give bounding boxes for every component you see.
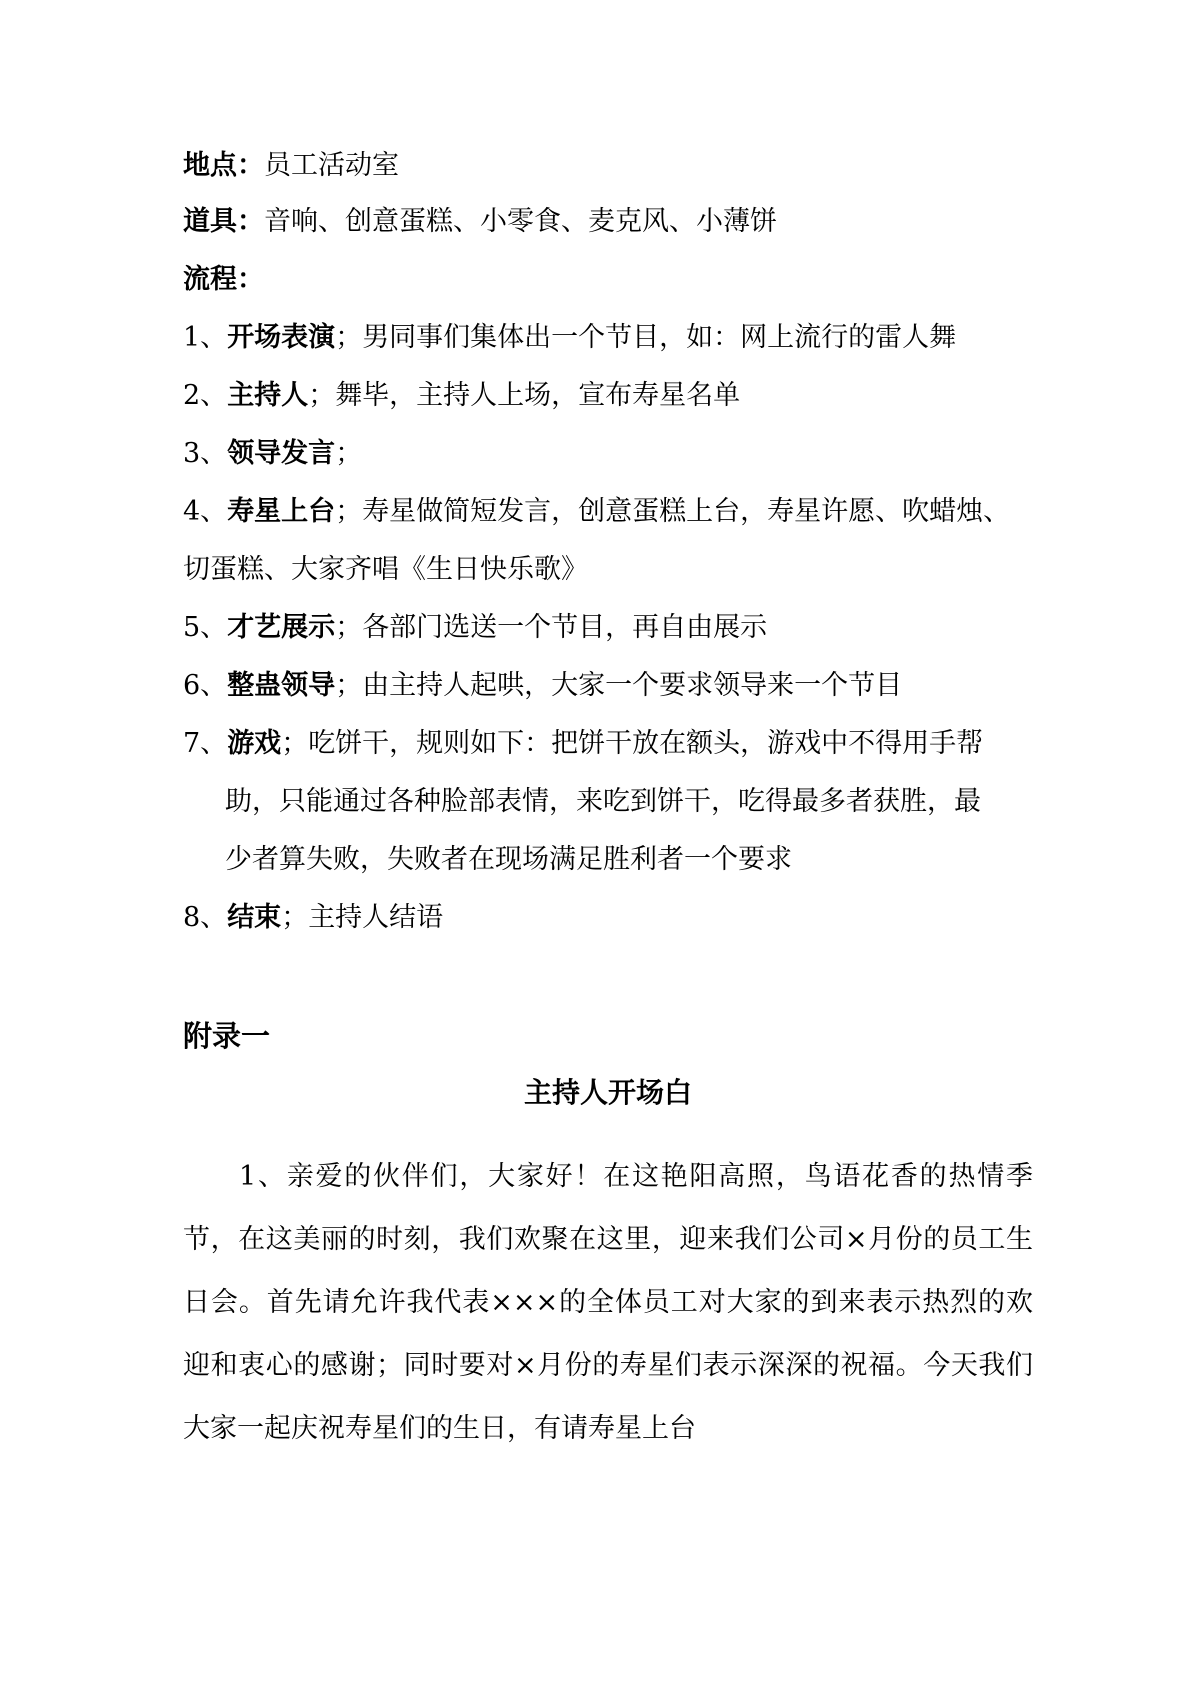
step-number: 2、: [183, 380, 228, 411]
step-separator: ；: [335, 496, 363, 527]
step-7-continued-1: 助，只能通过各种脸部表情，来吃到饼干，吃得最多者获胜，最: [225, 786, 981, 817]
step-number: 6、: [183, 670, 228, 701]
props-label: 道具：: [183, 206, 264, 237]
step-8: [183, 898, 443, 938]
step-title: 游戏: [227, 728, 282, 759]
step-4-continued: 切蛋糕、大家齐唱《生日快乐歌》: [183, 554, 588, 585]
step-separator: ；: [308, 380, 336, 411]
location-label: 地点：: [183, 150, 264, 181]
step-title: 主持人: [227, 380, 309, 411]
step-separator: ；: [335, 670, 363, 701]
step-separator: ；: [335, 612, 363, 643]
step-text: 舞毕，主持人上场，宣布寿星名单: [335, 380, 741, 411]
location-line: [183, 146, 399, 186]
step-4: [183, 492, 1010, 532]
step-6: [183, 666, 902, 706]
step-text: 各部门选送一个节目，再自由展示: [362, 612, 768, 643]
step-title: 才艺展示: [227, 612, 336, 643]
step-5: [183, 608, 767, 648]
step-text: 由主持人起哄，大家一个要求领导来一个节目: [362, 670, 903, 701]
appendix-title: 主持人开场白: [523, 1076, 692, 1109]
props-value: 音响、创意蛋糕、小零食、麦克风、小薄饼: [264, 206, 777, 237]
step-title: 寿星上台: [227, 496, 336, 527]
step-separator: ；: [281, 902, 309, 933]
step-title: 结束: [227, 902, 282, 933]
step-separator: ；: [335, 438, 363, 469]
appendix-heading: 附录一: [183, 1019, 271, 1053]
props-line: [183, 202, 777, 242]
step-1: [183, 318, 956, 358]
document-page: [183, 0, 1033, 1698]
step-title: 领导发言: [227, 438, 336, 469]
step-7-continued-2: 少者算失败，失败者在现场满足胜利者一个要求: [225, 844, 792, 875]
step-number: 4、: [183, 496, 228, 527]
step-number: 1、: [183, 322, 228, 353]
step-number: 3、: [183, 438, 228, 469]
step-text: 男同事们集体出一个节目，如：网上流行的雷人舞: [362, 322, 957, 353]
opening-paragraph: 1、亲爱的伙伴们，大家好！在这艳阳高照，鸟语花香的热情季节，在这美丽的时刻，我们欢聚在这里，迎来我们公司×月份的员工生日会。首先请允许我代表×××的全体员工对大家的到来表示热烈的欢迎和衷心的感谢；同时要对×月份的寿星们表示深深的祝福。今天我们大家一起庆祝寿星们的生日，有请寿星上台: [183, 1161, 1033, 1444]
step-2: [183, 376, 740, 416]
step-text: 寿星做简短发言，创意蛋糕上台，寿星许愿、吹蜡烛、: [362, 496, 1011, 527]
step-separator: ；: [281, 728, 309, 759]
location-value: 员工活动室: [264, 150, 399, 181]
step-title: 开场表演: [227, 322, 336, 353]
step-number: 5、: [183, 612, 228, 643]
step-3: [183, 434, 362, 474]
step-number: 8、: [183, 902, 228, 933]
step-text: 主持人结语: [308, 902, 444, 933]
step-title: 整蛊领导: [227, 670, 336, 701]
step-7: [183, 724, 983, 764]
step-text: 吃饼干，规则如下：把饼干放在额头，游戏中不得用手帮: [308, 728, 984, 759]
step-separator: ；: [335, 322, 363, 353]
step-number: 7、: [183, 728, 228, 759]
process-label: 流程：: [183, 264, 264, 295]
